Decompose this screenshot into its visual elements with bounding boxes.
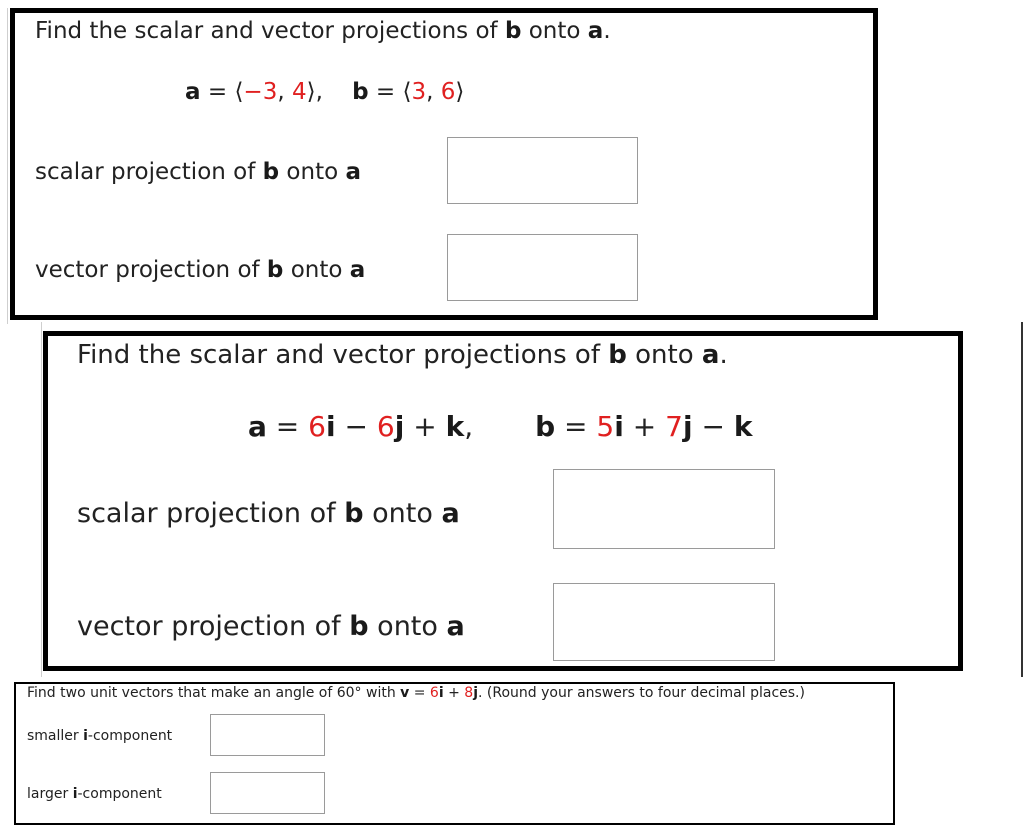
problem-1-title: Find the scalar and vector projections of b onto a. (35, 18, 611, 44)
title-vector-b: b (504, 18, 522, 44)
b-component-2: 6 (440, 79, 456, 105)
scalar-projection-input[interactable] (447, 137, 638, 204)
vector-projection-label: vector projection of b onto a (35, 257, 366, 283)
problem-3-title: Find two unit vectors that make an angle of 60° with v = 6i + 8j. (Round your answers to four decimal places.) (27, 685, 805, 701)
a-component-1: −3 (243, 79, 278, 105)
page-rule-right (1021, 322, 1023, 677)
a-component-2: 4 (291, 79, 307, 105)
problem-1-panel (10, 8, 878, 320)
vector-projection-input[interactable] (447, 234, 638, 301)
smaller-i-component-label: smaller i-component (27, 728, 173, 744)
scalar-projection-label-2: scalar projection of b onto a (77, 498, 460, 529)
scalar-projection-label: scalar projection of b onto a (35, 159, 362, 185)
problem-2-panel (43, 331, 963, 671)
v-j-coefficient: 8 (464, 685, 474, 701)
b-component-1: 3 (411, 79, 427, 105)
b-j-coefficient: 7 (665, 410, 683, 443)
smaller-i-component-input[interactable] (210, 714, 325, 756)
problem-2-vectors: a = 6i − 6j + k, b = 5i + 7j − k (248, 410, 753, 443)
page-rule-left (7, 8, 8, 324)
b-i-coefficient: 5 (596, 410, 615, 443)
problem-3-panel (14, 682, 895, 825)
a-i-coefficient: 6 (308, 410, 326, 443)
vector-a-name: a (185, 79, 201, 105)
v-i-coefficient: 6 (429, 685, 439, 701)
scalar-projection-input-2[interactable] (553, 469, 775, 549)
larger-i-component-label: larger i-component (27, 786, 162, 802)
vector-projection-input-2[interactable] (553, 583, 775, 661)
larger-i-component-input[interactable] (210, 772, 325, 814)
problem-1-vectors: a = ⟨−3, 4⟩, b = ⟨3, 6⟩ (185, 79, 465, 105)
a-j-coefficient: 6 (376, 410, 395, 443)
problem-2-title: Find the scalar and vector projections of b onto a. (77, 340, 728, 370)
title-vector-a: a (587, 18, 604, 44)
vector-b-name: b (352, 79, 369, 105)
vector-projection-label-2: vector projection of b onto a (77, 611, 465, 642)
page-rule-left-2 (41, 322, 42, 677)
